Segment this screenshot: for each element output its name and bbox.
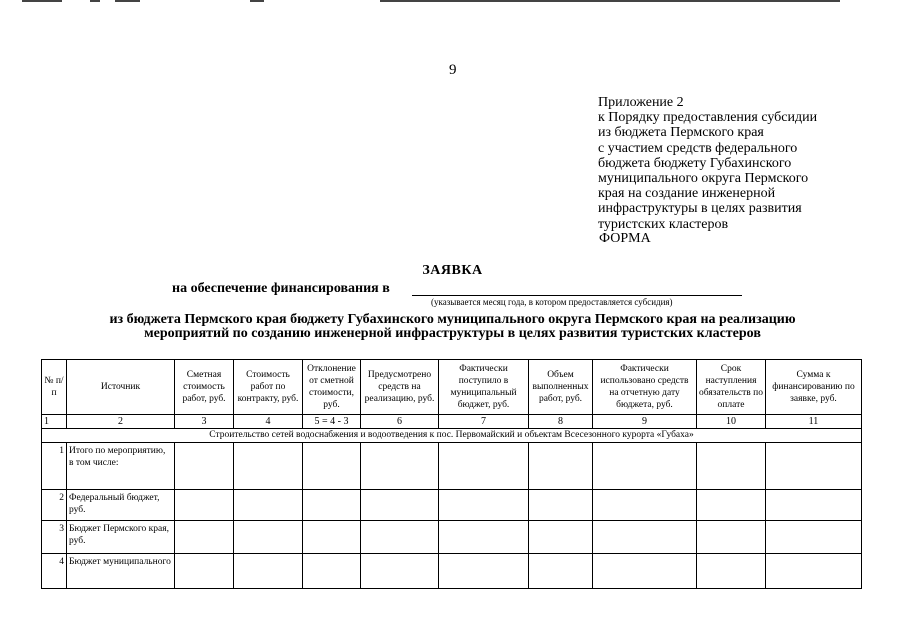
empty-cell[interactable] — [593, 521, 697, 554]
header-cell: Объем выполненных работ, руб. — [529, 360, 593, 415]
column-number-cell: 6 — [361, 415, 439, 429]
row-number: 4 — [42, 554, 67, 589]
appendix-line: туристских кластеров — [598, 216, 729, 232]
empty-cell[interactable] — [303, 521, 361, 554]
table-row — [42, 554, 862, 589]
empty-cell[interactable] — [361, 521, 439, 554]
appendix-line: инфраструктуры в целях развития — [598, 201, 802, 217]
empty-cell[interactable] — [766, 554, 862, 589]
empty-cell[interactable] — [697, 490, 766, 521]
header-cell: Фактически использовано средств на отчетную дату бюджета, руб. — [593, 360, 697, 415]
appendix-line: Приложение 2 — [598, 95, 684, 110]
column-number-cell: 9 — [593, 415, 697, 429]
empty-cell[interactable] — [361, 554, 439, 589]
column-number-cell: 4 — [234, 415, 303, 429]
empty-cell[interactable] — [175, 490, 234, 521]
form-label: ФОРМА — [599, 231, 651, 246]
table-row — [42, 490, 862, 521]
empty-cell[interactable] — [593, 554, 697, 589]
empty-cell[interactable] — [175, 554, 234, 589]
table-row — [42, 521, 862, 554]
empty-cell[interactable] — [175, 521, 234, 554]
section-title: Строительство сетей водоснабжения и водоотведения к пос. Первомайский и объектам Всесезонного курорта «Губаха» — [42, 429, 862, 443]
column-number-cell: 11 — [766, 415, 862, 429]
page-number: 9 — [449, 62, 457, 78]
empty-cell[interactable] — [766, 521, 862, 554]
section-row — [42, 429, 862, 443]
header-row — [42, 360, 862, 415]
empty-cell[interactable] — [529, 521, 593, 554]
empty-cell[interactable] — [529, 554, 593, 589]
appendix-line: бюджета бюджету Губахинского — [598, 155, 792, 171]
header-cell: Предусмотрено средств на реализацию, руб. — [361, 360, 439, 415]
empty-cell[interactable] — [303, 443, 361, 490]
empty-cell[interactable] — [234, 490, 303, 521]
budget-line-1: из бюджета Пермского края бюджету Губахинского муниципального округа Пермского края на реализацию — [109, 312, 796, 327]
row-source: Бюджет муниципального — [67, 554, 175, 589]
column-number-cell: 2 — [67, 415, 175, 429]
empty-cell[interactable] — [593, 490, 697, 521]
empty-cell[interactable] — [234, 554, 303, 589]
empty-cell[interactable] — [697, 554, 766, 589]
empty-cell[interactable] — [529, 443, 593, 490]
budget-line-2: мероприятий по созданию инженерной инфраструктуры в целях развития туристских кластеров — [144, 326, 761, 341]
empty-cell[interactable] — [766, 443, 862, 490]
table-row — [42, 443, 862, 490]
document-title: ЗАЯВКА — [422, 263, 483, 278]
column-number-cell: 10 — [697, 415, 766, 429]
header-cell: Источник — [67, 360, 175, 415]
row-number: 2 — [42, 490, 67, 521]
empty-cell[interactable] — [697, 521, 766, 554]
empty-cell[interactable] — [234, 443, 303, 490]
empty-cell[interactable] — [439, 490, 529, 521]
appendix-line: муниципального округа Пермского — [598, 171, 809, 187]
empty-cell[interactable] — [361, 490, 439, 521]
header-cell: Отклонение от сметной стоимости, руб. — [303, 360, 361, 415]
empty-cell[interactable] — [303, 490, 361, 521]
header-cell: Сметная стоимость работ, руб. — [175, 360, 234, 415]
column-number-cell: 8 — [529, 415, 593, 429]
top-scan-edge — [0, 0, 905, 3]
financing-line: на обеспечение финансирования в — [172, 281, 390, 296]
appendix-line: края на создание инженерной — [598, 186, 776, 202]
column-number-cell: 1 — [42, 415, 67, 429]
appendix-line: из бюджета Пермского края — [598, 125, 764, 141]
row-source: Итого по мероприятию, в том числе: — [67, 443, 175, 490]
header-cell: № п/п — [42, 360, 67, 415]
header-cell: Стоимость работ по контракту, руб. — [234, 360, 303, 415]
empty-cell[interactable] — [529, 490, 593, 521]
financing-month-blank — [412, 295, 742, 296]
column-number-cell: 3 — [175, 415, 234, 429]
empty-cell[interactable] — [697, 443, 766, 490]
empty-cell[interactable] — [593, 443, 697, 490]
header-cell: Срок наступления обязательств по оплате — [697, 360, 766, 415]
empty-cell[interactable] — [439, 554, 529, 589]
column-number-cell: 7 — [439, 415, 529, 429]
empty-cell[interactable] — [303, 554, 361, 589]
empty-cell[interactable] — [439, 521, 529, 554]
row-number: 1 — [42, 443, 67, 490]
empty-cell[interactable] — [234, 521, 303, 554]
column-number-row — [42, 415, 862, 429]
column-number-cell: 5 = 4 - 3 — [303, 415, 361, 429]
header-cell: Фактически поступило в муниципальный бюджет, руб. — [439, 360, 529, 415]
empty-cell[interactable] — [439, 443, 529, 490]
row-source: Федеральный бюджет, руб. — [67, 490, 175, 521]
application-table — [41, 359, 862, 589]
empty-cell[interactable] — [361, 443, 439, 490]
header-cell: Сумма к финансированию по заявке, руб. — [766, 360, 862, 415]
appendix-line: к Порядку предоставления субсидии — [598, 110, 818, 126]
empty-cell[interactable] — [766, 490, 862, 521]
row-source: Бюджет Пермского края, руб. — [67, 521, 175, 554]
appendix-line: с участием средств федерального — [598, 140, 798, 156]
row-number: 3 — [42, 521, 67, 554]
financing-hint: (указывается месяц года, в котором предоставляется субсидия) — [431, 297, 673, 307]
appendix-block — [598, 95, 817, 232]
empty-cell[interactable] — [175, 443, 234, 490]
